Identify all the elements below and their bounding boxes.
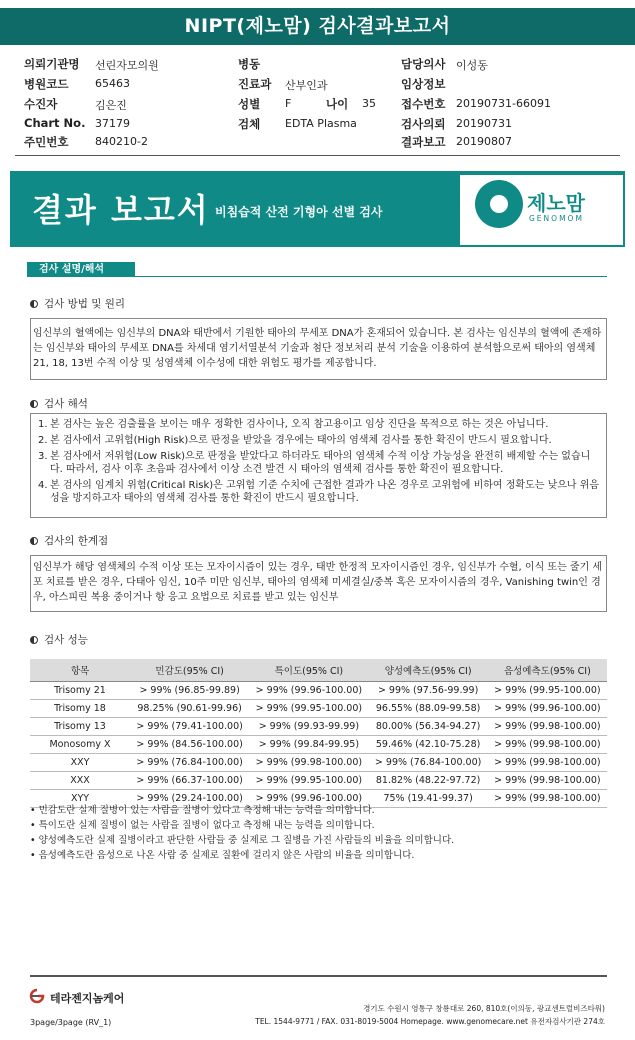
request-label: 검사의뢰 xyxy=(401,117,446,131)
table-cell: > 99% (99.98-100.00) xyxy=(249,753,368,771)
table-cell: > 99% (76.84-100.00) xyxy=(369,753,488,771)
table-cell: 81.82% (48.22-97.72) xyxy=(369,771,488,789)
banner-subtitle: 비침습적 산전 기형아 선별 검사 xyxy=(215,205,383,219)
interpretation-list xyxy=(38,418,600,508)
table-cell: > 99% (99.98-100.00) xyxy=(488,753,607,771)
doctor-label: 담당의사 xyxy=(401,57,446,71)
table-row xyxy=(30,681,607,699)
note-line: • 양성예측도란 실제 질병이라고 판단한 사람들 중 실제로 그 질병을 가진 사람들의 비율을 의미합니다. xyxy=(30,835,455,846)
table-row xyxy=(30,717,607,735)
interpretation-heading xyxy=(30,396,88,411)
limits-heading-text: 검사의 한계점 xyxy=(44,535,109,547)
table-cell: 75% (19.41-99.37) xyxy=(369,789,488,807)
col-npv: 음성예측도(95% CI) xyxy=(488,659,607,681)
table-cell: > 99% (99.98-100.00) xyxy=(488,717,607,735)
logo-subtext: GENOMOM xyxy=(529,214,584,223)
hospital-code-value: 65463 xyxy=(95,77,130,90)
table-cell: XXX xyxy=(30,771,130,789)
table-cell: > 99% (29.24-100.00) xyxy=(130,789,249,807)
section-tab-line xyxy=(27,276,607,277)
table-cell: > 99% (99.96-100.00) xyxy=(488,699,607,717)
footer-address xyxy=(255,1002,605,1028)
table-row xyxy=(30,771,607,789)
table-cell: > 99% (99.95-100.00) xyxy=(249,771,368,789)
method-heading-text: 검사 방법 및 원리 xyxy=(44,298,126,310)
table-cell: > 99% (99.84-99.95) xyxy=(249,735,368,753)
ward-label: 병동 xyxy=(238,57,261,71)
footer-contact-line: TEL. 1544-9771 / FAX. 031-8019-5004 Homepage. www.genomecare.net 유전자검사기관 274호 xyxy=(255,1017,605,1026)
table-cell: XXY xyxy=(30,753,130,771)
table-cell: > 99% (99.98-100.00) xyxy=(488,789,607,807)
table-cell: > 99% (99.96-100.00) xyxy=(249,789,368,807)
col-sensitivity: 민감도(95% CI) xyxy=(130,659,249,681)
col-specificity: 특이도(95% CI) xyxy=(249,659,368,681)
table-cell: Trisomy 18 xyxy=(30,699,130,717)
table-cell: > 99% (99.98-100.00) xyxy=(488,735,607,753)
table-cell: Trisomy 13 xyxy=(30,717,130,735)
list-item: 4. 본 검사의 임계치 위험(Critical Risk)은 고위험 기준 수치에 근접한 결과가 나온 경우로 고위험에 비하여 정확도는 낮으나 위음성을 방지하고자 태아의 염색체 검사를 통한 확진이 반드시 필요합니다. xyxy=(38,480,600,504)
half-circle-icon xyxy=(30,300,38,308)
specimen-value: EDTA Plasma xyxy=(285,117,357,130)
table-cell: > 99% (97.56-99.99) xyxy=(369,681,488,699)
list-item: 3. 본 검사에서 저위험(Low Risk)으로 판정을 받았다고 하더라도 태아의 염색체 수적 이상 가능성을 완전히 배제할 수는 없습니다. 따라서, 검사 이후 초음파 검사에서 이상 소견 발견 시 태아의 염색체 검사를 통한 확진이 필요합니다. xyxy=(38,451,591,475)
id-label: 주민번호 xyxy=(24,135,69,149)
sex-value: F xyxy=(285,97,292,110)
report-date-label: 결과보고 xyxy=(401,135,446,149)
interpretation-heading-text: 검사 해석 xyxy=(44,398,88,410)
logo-text: 제노맘 xyxy=(527,191,585,215)
sex-label: 성별 xyxy=(238,97,261,111)
table-cell: > 99% (99.96-100.00) xyxy=(249,681,368,699)
id-value: 840210-2 xyxy=(95,135,148,148)
note-line: • 특이도란 실제 질병이 없는 사람을 질병이 없다고 측정해 내는 능력을 의미합니다. xyxy=(30,820,375,831)
age-label: 나이 xyxy=(326,97,349,111)
table-cell: > 99% (99.95-100.00) xyxy=(249,699,368,717)
specimen-label: 검체 xyxy=(238,117,261,131)
footer-address-line: 경기도 수원시 영통구 창룡대로 260, 810호(이의동, 광교센트럴비즈타워) xyxy=(363,1004,605,1013)
performance-table xyxy=(30,659,607,808)
page-number: 3page/3page (RV_1) xyxy=(30,1018,112,1027)
table-cell: Monosomy X xyxy=(30,735,130,753)
table-cell: > 99% (96.85-99.89) xyxy=(130,681,249,699)
limits-body: 임신부가 해당 염색체의 수적 이상 또는 모자이시즘이 있는 경우, 태반 한정적 모자이시즘인 경우, 임신부가 수혈, 이식 또는 줄기 세포 치료를 받은 경우, 다태아 임신, 10주 미만 임신부, 태아의 염색체 미세결실/중복 혹은 모자이시즘의 경우, Vanishing twin인 경우, 아스피린 복용 중이거나 항 응고 요법으로 치료를 받고 있는 임신부 xyxy=(33,562,603,603)
note-line: • 음성예측도란 음성으로 나온 사람 중 실제로 질환에 걸리지 않은 사람의 비율을 의미합니다. xyxy=(30,850,415,861)
table-cell: > 99% (66.37-100.00) xyxy=(130,771,249,789)
table-row xyxy=(30,753,607,771)
examinee-label: 수진자 xyxy=(24,97,58,111)
table-cell: 96.55% (88.09-99.58) xyxy=(369,699,488,717)
institution-value: 선린자모의원 xyxy=(95,59,159,72)
department-value: 산부인과 xyxy=(285,79,328,92)
table-cell: 80.00% (56.34-94.27) xyxy=(369,717,488,735)
half-circle-icon xyxy=(30,636,38,644)
table-cell: > 99% (99.95-100.00) xyxy=(488,681,607,699)
col-ppv: 양성예측도(95% CI) xyxy=(369,659,488,681)
performance-notes xyxy=(30,803,454,863)
table-cell: 98.25% (90.61-99.96) xyxy=(130,699,249,717)
examinee-value: 김은진 xyxy=(95,99,127,112)
theragen-logo-icon xyxy=(27,988,47,1004)
table-cell: 59.46% (42.10-75.28) xyxy=(369,735,488,753)
chart-label: Chart No. xyxy=(24,116,86,130)
table-cell: > 99% (99.98-100.00) xyxy=(488,771,607,789)
performance-heading xyxy=(30,632,88,647)
section-tab: 검사 설명/해석 xyxy=(27,262,135,277)
list-item: 1. 본 검사는 높은 검출률을 보이는 매우 정확한 검사이나, 오직 참고용이고 임상 진단을 목적으로 하는 것은 아닙니다. xyxy=(38,419,549,430)
performance-heading-text: 검사 성능 xyxy=(44,634,88,646)
half-circle-icon xyxy=(30,400,38,408)
hospital-code-label: 병원코드 xyxy=(24,77,69,91)
department-label: 진료과 xyxy=(238,77,272,91)
col-item: 항목 xyxy=(30,659,130,681)
logo-inner-icon xyxy=(490,195,508,213)
footer-company: 테라젠지놈케어 xyxy=(50,992,125,1005)
half-circle-icon xyxy=(30,537,38,545)
table-cell: > 99% (76.84-100.00) xyxy=(130,753,249,771)
table-cell: > 99% (84.56-100.00) xyxy=(130,735,249,753)
report-date-value: 20190807 xyxy=(456,135,512,148)
limits-heading xyxy=(30,533,108,548)
doctor-value: 이성동 xyxy=(456,59,488,72)
list-item: 2. 본 검사에서 고위험(High Risk)으로 판정을 받았을 경우에는 태아의 염색체 검사를 통한 확진이 반드시 필요합니다. xyxy=(38,435,552,446)
method-heading xyxy=(30,296,125,311)
info-divider xyxy=(15,155,620,156)
footer-divider xyxy=(30,975,607,977)
table-cell: > 99% (99.93-99.99) xyxy=(249,717,368,735)
receipt-value: 20190731-66091 xyxy=(456,97,551,110)
age-value: 35 xyxy=(362,97,376,110)
table-cell: XYY xyxy=(30,789,130,807)
institution-label: 의뢰기관명 xyxy=(24,57,80,71)
clinical-label: 임상정보 xyxy=(401,77,446,91)
table-row xyxy=(30,699,607,717)
note-line: • 민감도란 실제 질병이 있는 사람을 질병이 있다고 측정해 내는 능력을 의미합니다. xyxy=(30,805,375,816)
table-header-row xyxy=(30,659,607,681)
chart-value: 37179 xyxy=(95,117,130,130)
report-title: NIPT(제노맘) 검사결과보고서 xyxy=(0,8,635,45)
request-value: 20190731 xyxy=(456,117,512,130)
table-cell: > 99% (79.41-100.00) xyxy=(130,717,249,735)
banner-title: 결과 보고서 xyxy=(32,191,210,229)
table-row xyxy=(30,735,607,753)
method-body: 임신부의 혈액에는 임신부의 DNA와 태반에서 기원한 태아의 무세포 DNA가 혼재되어 있습니다. 본 검사는 임신부의 혈액에 존재하는 임신부와 태아의 무세포 DNA를 차세대 염기서열분석 기술과 첨단 정보처리 분석 기술을 이용하여 분석함으로써 태아의 염색체 21, 18, 13번 수적 이상 및 성염색체 이수성에 대한 위험도 평가를 제공합니다. xyxy=(33,328,602,369)
table-cell: Trisomy 21 xyxy=(30,681,130,699)
receipt-label: 접수번호 xyxy=(401,97,446,111)
